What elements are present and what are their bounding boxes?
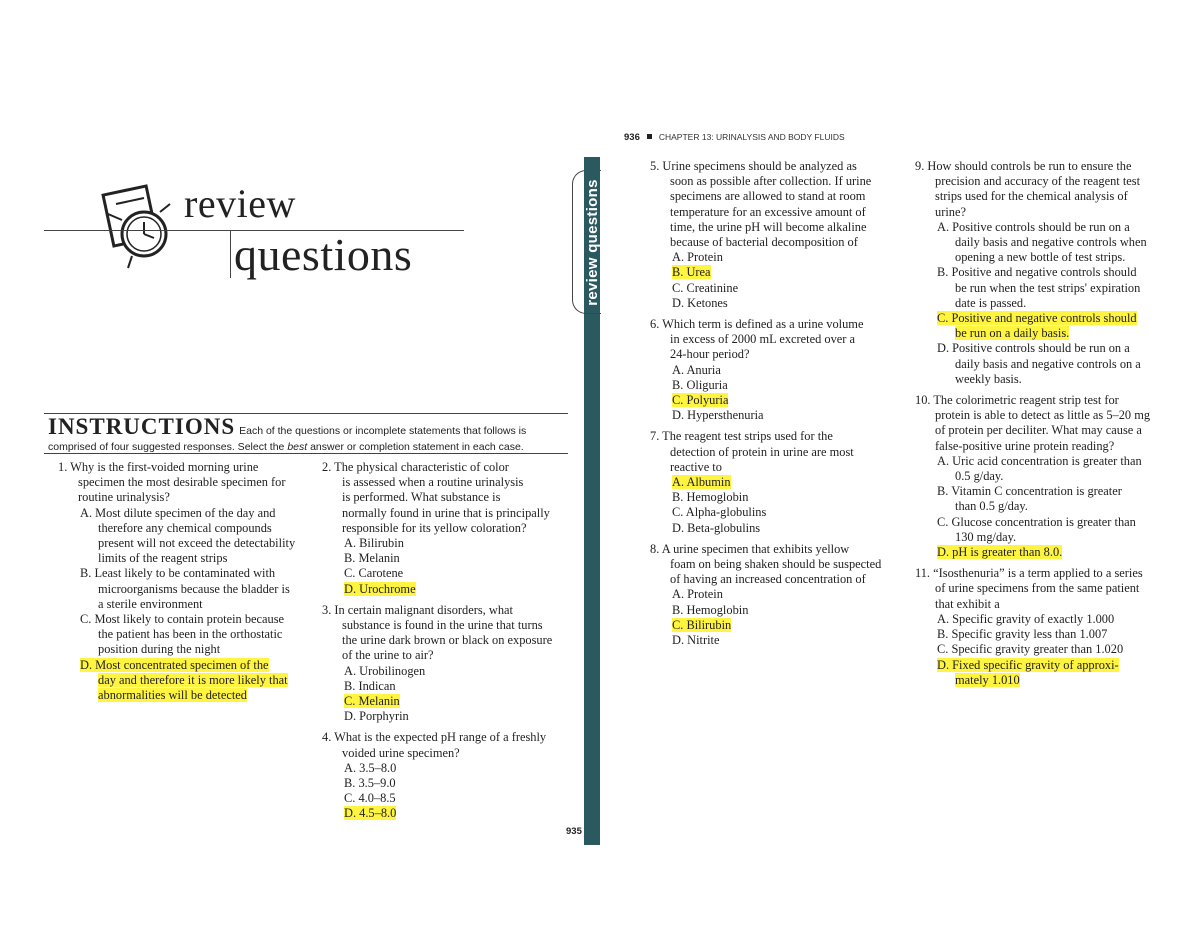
instructions-text-best: best xyxy=(287,441,308,453)
logo-questions-text: questions xyxy=(234,229,413,280)
q7-c: C. Alpha-globulins xyxy=(672,505,767,520)
q10-stem-4: false-positive urine protein reading? xyxy=(935,438,1115,453)
q5-stem-3: specimens are allowed to stand at room xyxy=(670,189,866,204)
q8-stem-2: foam on being shaken should be suspected xyxy=(670,557,882,572)
q6-b: B. Oliguria xyxy=(672,377,728,392)
instructions-rule-bottom xyxy=(44,453,568,454)
q10-c-2: 130 mg/day. xyxy=(955,529,1017,544)
question-7 xyxy=(650,429,900,535)
q9-stem-1: 9. How should controls be run to ensure the xyxy=(915,159,1132,173)
q2-stem-1: 2. The physical characteristic of color xyxy=(322,460,509,474)
questions-column-2 xyxy=(322,460,572,822)
q1-c-3: position during the night xyxy=(98,642,221,657)
q7-d: D. Beta-globulins xyxy=(672,520,761,535)
q1-c-1: C. Most likely to contain protein because xyxy=(80,612,285,627)
q8-stem-1: 8. A urine specimen that exhibits yellow xyxy=(650,541,850,556)
q2-b: B. Melanin xyxy=(344,551,400,566)
q5-stem-6: because of bacterial decomposition of xyxy=(670,235,858,250)
q5-a: A. Protein xyxy=(672,250,723,265)
q9-b-2: be run when the test strips' expiration xyxy=(955,280,1141,295)
question-3 xyxy=(322,603,572,725)
q10-stem-1: 10. The colorimetric reagent strip test for xyxy=(915,393,1119,408)
q7-stem-1: 7. The reagent test strips used for the xyxy=(650,429,833,444)
q9-c-1: C. Positive and negative controls should xyxy=(937,311,1137,326)
right-page-number: 936 xyxy=(624,132,640,143)
q1-b-1: B. Least likely to be contaminated with xyxy=(80,566,276,581)
q11-stem-2: of urine specimens from the same patient xyxy=(935,581,1140,596)
question-4 xyxy=(322,730,572,821)
q1-a-4: limits of the reagent strips xyxy=(98,551,228,566)
q5-stem-4: temperature for an excessive amount of xyxy=(670,204,866,219)
running-head-text: CHAPTER 13: URINALYSIS AND BODY FLUIDS xyxy=(658,132,845,142)
q3-b: B. Indican xyxy=(344,678,396,693)
q9-b-3: date is passed. xyxy=(955,295,1027,310)
q6-c: C. Polyuria xyxy=(672,393,729,408)
q1-c-2: the patient has been in the orthostatic xyxy=(98,627,283,642)
q1-d-2: day and therefore it is more likely that xyxy=(98,672,288,687)
q11-d-2: mately 1.010 xyxy=(955,672,1020,687)
q2-stem-4: normally found in urine that is principally xyxy=(342,505,550,520)
q3-d: D. Porphyrin xyxy=(344,709,409,724)
q11-stem-3: that exhibit a xyxy=(935,596,1000,611)
q10-d-1: D. pH is greater than 8.0. xyxy=(937,545,1063,560)
q8-a: A. Protein xyxy=(672,587,723,602)
q10-b-2: than 0.5 g/day. xyxy=(955,499,1028,514)
q7-stem-2: detection of protein in urine are most xyxy=(670,444,854,459)
q8-stem-3: of having an increased concentration of xyxy=(670,572,866,587)
running-head-bullet xyxy=(647,134,652,139)
q4-stem-2: voided urine specimen? xyxy=(342,745,460,760)
q4-b: B. 3.5–9.0 xyxy=(344,776,396,791)
q1-stem-3: routine urinalysis? xyxy=(78,490,170,505)
q1-a-3: present will not exceed the detectability xyxy=(98,536,296,551)
q10-c-1: C. Glucose concentration is greater than xyxy=(937,514,1136,529)
instructions-text-2b: answer or completion statement in each case. xyxy=(307,441,524,453)
q1-d-3: abnormalities will be detected xyxy=(98,688,247,703)
logo-review-text: review xyxy=(184,181,296,226)
q9-a-3: opening a new bottle of test strips. xyxy=(955,250,1126,265)
q1-stem-1: 1. Why is the first-voided morning urine xyxy=(58,460,259,474)
q1-a-2: therefore any chemical compounds xyxy=(98,520,272,535)
q5-stem-2: soon as possible after collection. If urine xyxy=(670,174,872,189)
logo-rule-vertical xyxy=(230,230,231,278)
q2-c: C. Carotene xyxy=(344,566,404,581)
instructions-text-1: Each of the questions or incomplete statements that follows is xyxy=(239,425,527,437)
question-8 xyxy=(650,542,900,648)
q9-c-2: be run on a daily basis. xyxy=(955,326,1070,341)
sidebar-label-wrap xyxy=(522,178,662,306)
q6-stem-2: in excess of 2000 mL excreted over a xyxy=(670,332,855,347)
q11-b: B. Specific gravity less than 1.007 xyxy=(937,627,1108,642)
q4-stem-1: 4. What is the expected pH range of a freshly xyxy=(322,730,547,745)
q9-stem-3: strips used for the chemical analysis of xyxy=(935,189,1128,204)
questions-column-3 xyxy=(650,159,900,648)
q1-stem-2: specimen the most desirable specimen for xyxy=(78,475,286,490)
q1-d-1: D. Most concentrated specimen of the xyxy=(80,657,269,672)
q11-a: A. Specific gravity of exactly 1.000 xyxy=(937,611,1115,626)
q2-stem-2: is assessed when a routine urinalysis xyxy=(342,475,524,490)
q9-b-1: B. Positive and negative controls should xyxy=(937,265,1137,280)
q5-d: D. Ketones xyxy=(672,295,728,310)
q7-b: B. Hemoglobin xyxy=(672,490,749,505)
q2-a: A. Bilirubin xyxy=(344,536,404,551)
q8-c: C. Bilirubin xyxy=(672,617,732,632)
q4-d: D. 4.5–8.0 xyxy=(344,806,397,821)
q1-a-1: A. Most dilute specimen of the day and xyxy=(80,505,276,520)
q3-c: C. Melanin xyxy=(344,694,400,709)
question-11 xyxy=(915,566,1165,688)
q4-c: C. 4.0–8.5 xyxy=(344,791,396,806)
q11-c: C. Specific gravity greater than 1.020 xyxy=(937,642,1124,657)
instructions-text-2a: comprised of four suggested responses. Select the xyxy=(48,441,288,453)
q9-d-1: D. Positive controls should be run on a xyxy=(937,341,1130,356)
question-6 xyxy=(650,317,900,423)
q9-stem-4: urine? xyxy=(935,204,966,219)
q2-stem-3: is performed. What substance is xyxy=(342,490,501,505)
q7-stem-3: reactive to xyxy=(670,459,722,474)
questions-column-4 xyxy=(915,159,1165,688)
q3-stem-3: the urine dark brown or black on exposure xyxy=(342,633,553,648)
clock-clipboard-icon xyxy=(100,182,180,272)
q9-stem-2: precision and accuracy of the reagent test xyxy=(935,174,1141,189)
q5-c: C. Creatinine xyxy=(672,280,739,295)
sidebar-label: review questions xyxy=(583,178,601,306)
q8-d: D. Nitrite xyxy=(672,633,720,648)
q10-stem-2: protein is able to detect as little as 5–20 mg xyxy=(935,408,1151,423)
left-page-number: 935 xyxy=(566,826,582,837)
q10-a-2: 0.5 g/day. xyxy=(955,469,1004,484)
q4-a: A. 3.5–8.0 xyxy=(344,760,397,775)
running-head xyxy=(624,127,845,145)
q6-a: A. Anuria xyxy=(672,362,721,377)
q7-a: A. Albumin xyxy=(672,475,731,490)
q3-a: A. Urobilinogen xyxy=(344,663,426,678)
question-5 xyxy=(650,159,900,311)
question-1 xyxy=(58,460,308,703)
q10-b-1: B. Vitamin C concentration is greater xyxy=(937,484,1122,499)
q1-b-2: microorganisms because the bladder is xyxy=(98,581,290,596)
q9-d-2: daily basis and negative controls on a xyxy=(955,356,1141,371)
q9-a-1: A. Positive controls should be run on a xyxy=(937,219,1130,234)
q11-stem-1: 11. “Isosthenuria” is a term applied to a series xyxy=(915,566,1143,581)
q9-d-3: weekly basis. xyxy=(955,371,1022,386)
q1-b-3: a sterile environment xyxy=(98,596,203,611)
review-logo xyxy=(44,178,464,278)
q9-a-2: daily basis and negative controls when xyxy=(955,235,1147,250)
q11-d-1: D. Fixed specific gravity of approxi- xyxy=(937,657,1119,672)
q6-stem-1: 6. Which term is defined as a urine volume xyxy=(650,317,864,332)
q3-stem-1: 3. In certain malignant disorders, what xyxy=(322,602,513,617)
q5-b: B. Urea xyxy=(672,265,711,280)
instructions-block xyxy=(48,414,568,453)
q3-stem-4: of the urine to air? xyxy=(342,648,434,663)
question-9 xyxy=(915,159,1165,387)
q8-b: B. Hemoglobin xyxy=(672,602,749,617)
q5-stem-1: 5. Urine specimens should be analyzed as xyxy=(650,159,857,173)
question-2 xyxy=(322,460,572,597)
q2-stem-5: responsible for its yellow coloration? xyxy=(342,520,527,535)
q5-stem-5: time, the urine pH will become alkaline xyxy=(670,219,867,234)
question-10 xyxy=(915,393,1165,560)
q2-d: D. Urochrome xyxy=(344,581,416,596)
q10-stem-3: of protein per deciliter. What may cause a xyxy=(935,423,1142,438)
q6-d: D. Hypersthenuria xyxy=(672,408,764,423)
q6-stem-3: 24-hour period? xyxy=(670,347,750,362)
instructions-title: INSTRUCTIONS xyxy=(48,414,236,439)
q3-stem-2: substance is found in the urine that turns xyxy=(342,618,543,633)
q10-a-1: A. Uric acid concentration is greater than xyxy=(937,453,1142,468)
